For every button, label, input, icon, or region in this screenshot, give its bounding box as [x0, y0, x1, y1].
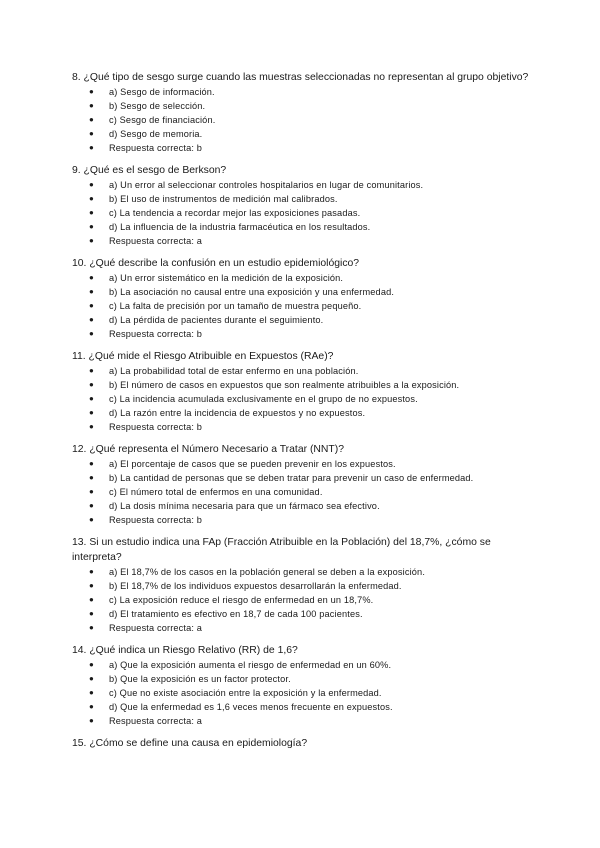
bullet-icon: ●: [89, 472, 94, 482]
bullet-icon: ●: [89, 659, 94, 669]
answer-key: [72, 234, 542, 248]
option-text: a) Un error al seleccionar controles hospitalarios en lugar de comunitarios.: [109, 179, 424, 190]
question-block: [72, 70, 542, 155]
option-text: Respuesta correcta: b: [109, 515, 203, 526]
option-text: Respuesta correcta: a: [109, 236, 203, 247]
question-block: [72, 163, 542, 248]
option-item: [72, 178, 542, 192]
option-item: [72, 313, 542, 327]
bullet-icon: ●: [89, 179, 94, 189]
option-text: b) Que la exposición es un factor protector.: [109, 673, 291, 684]
option-text: b) El uso de instrumentos de medición mal calibrados.: [109, 194, 338, 205]
option-item: [72, 672, 542, 686]
option-list: [72, 658, 542, 728]
bullet-icon: ●: [89, 580, 94, 590]
bullet-icon: ●: [89, 380, 94, 389]
option-list: [72, 565, 542, 635]
option-item: [72, 499, 542, 513]
answer-key: [72, 714, 542, 728]
bullet-icon: ●: [89, 458, 94, 468]
option-list: [72, 178, 542, 248]
question-text: 12. ¿Qué representa el Número Necesario a Tratar (NNT)?: [72, 443, 344, 455]
question-list: [72, 70, 542, 758]
bullet-icon: ●: [89, 208, 94, 218]
option-text: d) Que la enfermedad es 1,6 veces menos frecuente en expuestos.: [109, 702, 393, 713]
option-item: [72, 593, 542, 607]
answer-key: [72, 141, 542, 155]
question-block: [72, 736, 542, 751]
bullet-icon: ●: [89, 287, 94, 297]
bullet-icon: ●: [89, 595, 94, 605]
option-text: c) La falta de precisión por un tamaño de muestra pequeño.: [109, 301, 362, 312]
bullet-icon: ●: [89, 129, 94, 139]
option-text: d) La influencia de la industria farmacéutica en los resultados.: [109, 222, 371, 233]
option-list: [72, 271, 542, 341]
option-item: [72, 579, 542, 593]
option-text: c) El número total de enfermos en una comunidad.: [109, 487, 323, 498]
question-text: 9. ¿Qué es el sesgo de Berkson?: [72, 164, 227, 176]
bullet-icon: ●: [89, 623, 94, 633]
bullet-icon: ●: [89, 301, 94, 311]
bullet-icon: ●: [89, 609, 94, 619]
option-text: Respuesta correcta: a: [109, 716, 203, 727]
option-text: Respuesta correcta: b: [109, 329, 203, 340]
bullet-icon: ●: [89, 101, 94, 111]
option-item: [72, 686, 542, 700]
option-text: c) La tendencia a recordar mejor las exposiciones pasadas.: [109, 208, 361, 219]
option-text: a) Un error sistemático en la medición de la exposición.: [109, 272, 344, 283]
question-text: 8. ¿Qué tipo de sesgo surge cuando las muestras seleccionadas no representan al grupo objetivo?: [72, 72, 529, 83]
option-item: [72, 85, 542, 99]
bullet-icon: ●: [89, 688, 94, 697]
question-text: 14. ¿Qué indica un Riesgo Relativo (RR) de 1,6?: [72, 644, 298, 656]
option-item: [72, 364, 542, 378]
option-text: c) La incidencia acumulada exclusivamente en el grupo de no expuestos.: [109, 394, 418, 405]
option-text: b) El número de casos en expuestos que son realmente atribuibles a la exposición.: [109, 380, 460, 390]
option-text: d) La dosis mínima necesaria para que un fármaco sea efectivo.: [109, 501, 380, 512]
bullet-icon: ●: [89, 716, 94, 726]
option-item: [72, 192, 542, 206]
option-item: [72, 206, 542, 220]
answer-key: [72, 513, 542, 527]
option-list: [72, 85, 542, 155]
option-text: a) Sesgo de información.: [109, 87, 215, 97]
option-text: Respuesta correcta: b: [109, 422, 203, 433]
question-block: [72, 256, 542, 341]
option-text: d) La razón entre la incidencia de expuestos y no expuestos.: [109, 408, 366, 419]
option-text: b) Sesgo de selección.: [109, 101, 206, 112]
option-item: [72, 127, 542, 141]
option-item: [72, 658, 542, 672]
option-item: [72, 113, 542, 127]
bullet-icon: ●: [89, 422, 94, 432]
bullet-icon: ●: [89, 236, 94, 246]
bullet-icon: ●: [89, 515, 94, 525]
bullet-icon: ●: [89, 673, 94, 683]
bullet-icon: ●: [89, 87, 94, 96]
option-text: c) Sesgo de financiación.: [109, 115, 216, 126]
question-block: [72, 442, 542, 527]
option-item: [72, 607, 542, 621]
option-item: [72, 700, 542, 714]
option-item: [72, 406, 542, 420]
option-text: Respuesta correcta: a: [109, 623, 203, 634]
bullet-icon: ●: [89, 487, 94, 497]
option-item: [72, 220, 542, 234]
bullet-icon: ●: [89, 115, 94, 125]
question-text: 13. Si un estudio indica una FAp (Fracción Atribuible en la Población) del 18,7%, ¿cómo se interpreta?: [72, 536, 491, 563]
answer-key: [72, 621, 542, 635]
option-text: b) La asociación no causal entre una exposición y una enfermedad.: [109, 287, 395, 298]
option-item: [72, 485, 542, 499]
bullet-icon: ●: [89, 408, 94, 418]
option-item: [72, 565, 542, 579]
bullet-icon: ●: [89, 329, 94, 339]
option-text: Respuesta correcta: b: [109, 143, 203, 154]
option-text: c) Que no existe asociación entre la exposición y la enfermedad.: [109, 688, 382, 698]
bullet-icon: ●: [89, 566, 94, 576]
bullet-icon: ●: [89, 315, 94, 325]
option-text: c) La exposición reduce el riesgo de enfermedad en un 18,7%.: [109, 595, 374, 606]
option-item: [72, 99, 542, 113]
bullet-icon: ●: [89, 143, 94, 153]
option-text: b) La cantidad de personas que se deben tratar para prevenir un caso de enfermedad.: [109, 472, 474, 483]
answer-key: [72, 327, 542, 341]
option-text: d) Sesgo de memoria.: [109, 129, 203, 140]
question-block: [72, 535, 542, 635]
option-text: a) Que la exposición aumenta el riesgo de enfermedad en un 60%.: [109, 659, 392, 670]
bullet-icon: ●: [89, 194, 94, 204]
bullet-icon: ●: [89, 365, 94, 375]
question-block: [72, 349, 542, 434]
bullet-icon: ●: [89, 272, 94, 282]
question-text: 15. ¿Cómo se define una causa en epidemiología?: [72, 737, 308, 749]
option-item: [72, 457, 542, 471]
option-item: [72, 471, 542, 485]
question-text: 10. ¿Qué describe la confusión en un estudio epidemiológico?: [72, 257, 360, 269]
question-text: 11. ¿Qué mide el Riesgo Atribuible en Expuestos (RAe)?: [72, 350, 334, 362]
bullet-icon: ●: [89, 702, 94, 712]
option-text: a) La probabilidad total de estar enfermo en una población.: [109, 365, 359, 376]
question-block: [72, 643, 542, 728]
option-item: [72, 378, 542, 392]
option-item: [72, 299, 542, 313]
option-text: a) El 18,7% de los casos en la población general se deben a la exposición.: [109, 566, 426, 577]
option-item: [72, 392, 542, 406]
option-text: d) El tratamiento es efectivo en 18,7 de cada 100 pacientes.: [109, 609, 363, 620]
option-text: b) El 18,7% de los individuos expuestos desarrollarán la enfermedad.: [109, 580, 402, 591]
bullet-icon: ●: [89, 394, 94, 404]
option-item: [72, 271, 542, 285]
bullet-icon: ●: [89, 501, 94, 511]
option-text: a) El porcentaje de casos que se pueden prevenir en los expuestos.: [109, 458, 396, 469]
option-item: [72, 285, 542, 299]
bullet-icon: ●: [89, 222, 94, 232]
option-list: [72, 457, 542, 527]
option-text: d) La pérdida de pacientes durante el seguimiento.: [109, 315, 324, 326]
answer-key: [72, 420, 542, 434]
option-list: [72, 364, 542, 434]
